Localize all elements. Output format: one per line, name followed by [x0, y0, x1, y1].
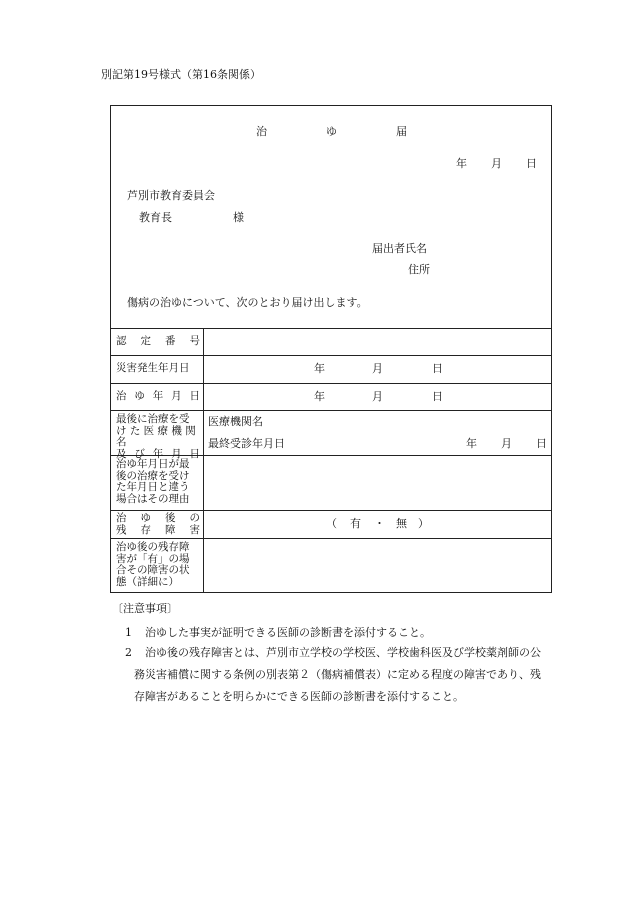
cure-date-char: 日 [189, 390, 200, 402]
last-treatment-char: び [134, 447, 145, 460]
residual-char: の [189, 512, 200, 524]
last-visit-label: 最終受診年月日 [208, 437, 285, 450]
row-divider [110, 410, 552, 411]
choice-no[interactable]: 無 [396, 517, 407, 530]
last-treatment-label-line: け た 医 療 機 関 名 [116, 424, 196, 448]
last-treatment-label-line: 最後に治療を受 [116, 413, 190, 425]
cert-number-label [116, 336, 200, 348]
residual-label-line [116, 525, 200, 537]
cure-date-char: 治 [116, 390, 127, 402]
last-visit-day: 日 [536, 437, 547, 450]
note-number: 2 [125, 646, 132, 659]
cure-date-year: 年 [314, 390, 325, 403]
disaster-date-label: 災害発生年月日 [116, 362, 190, 374]
cure-date-label [116, 391, 200, 403]
date-month: 月 [491, 157, 502, 170]
choice-yes[interactable]: 有 [350, 517, 361, 530]
note-text: 存障害があることを明らかにできる医師の診断書を添付すること。 [134, 690, 464, 703]
cert-number-char: 認 [116, 335, 127, 347]
residual-char: 後 [165, 512, 176, 524]
title-char-1: 治 [256, 125, 267, 138]
column-divider [203, 328, 204, 593]
note-text: 治ゆした事実が証明できる医師の診断書を添付すること。 [145, 626, 431, 639]
last-treatment-char: 年 [152, 447, 164, 460]
last-treatment-char: 月 [171, 447, 182, 460]
cure-date-char: ゆ [134, 390, 145, 402]
residual-detail-label-line: 治ゆ後の残存障 [116, 541, 190, 553]
residual-detail-label [116, 542, 200, 588]
row-divider [110, 538, 552, 539]
note-text: 務災害補償に関する条例の別表第２（傷病補償表）に定める程度の障害であり、残 [134, 668, 541, 681]
residual-label-line [116, 513, 200, 525]
reason-label [116, 459, 200, 505]
addressee-title: 教育長 [139, 211, 172, 224]
last-treatment-label [116, 414, 200, 460]
title-char-2: ゆ [326, 125, 337, 138]
residual-detail-label-line: 態（詳細に） [116, 575, 179, 588]
last-visit-year: 年 [466, 437, 477, 450]
residual-char: 障 [165, 523, 176, 536]
residual-char: 治 [116, 512, 127, 524]
row-divider [110, 328, 552, 329]
disaster-date-year: 年 [314, 362, 325, 375]
document-header: 別記第19号様式（第16条関係） [101, 68, 261, 81]
notes-heading: 〔注意事項〕 [112, 602, 178, 615]
title-char-3: 届 [396, 125, 407, 138]
addressee-org: 芦別市教育委員会 [127, 189, 215, 202]
cure-date-char: 年 [152, 390, 164, 402]
note-text: 治ゆ後の残存障害とは、芦別市立学校の学校医、学校歯科医及び学校薬剤師の公 [145, 646, 541, 659]
reason-label-line: た年月日と違う [116, 481, 190, 493]
reason-label-line: 後の治療を受け [116, 469, 190, 482]
choice-open-paren: （ [326, 517, 337, 530]
row-divider [110, 510, 552, 511]
residual-char: ゆ [140, 512, 151, 524]
reason-label-line: 治ゆ年月日が最 [116, 458, 190, 470]
disaster-date-day: 日 [432, 362, 443, 375]
applicant-address-label: 住所 [408, 263, 430, 276]
choice-close-paren: ） [418, 517, 429, 530]
cert-number-char: 番 [165, 335, 176, 347]
applicant-name-label: 届出者氏名 [372, 242, 427, 255]
date-day: 日 [526, 157, 537, 170]
cure-date-month: 月 [372, 390, 383, 403]
choice-separator: ・ [374, 517, 385, 530]
cert-number-char: 定 [140, 335, 151, 347]
date-year: 年 [456, 157, 467, 170]
cert-number-char: 号 [189, 335, 200, 347]
last-treatment-char: 日 [189, 447, 200, 460]
residual-detail-label-line: 害が「有」の場 [116, 552, 190, 565]
note-number: 1 [125, 626, 132, 639]
last-treatment-char: 及 [116, 447, 127, 460]
institution-label: 医療機関名 [208, 415, 263, 428]
residual-char: 害 [189, 523, 200, 536]
residual-char: 存 [140, 523, 151, 536]
honorific: 様 [233, 211, 244, 224]
residual-detail-label-line: 合その障害の状 [116, 564, 190, 576]
statement-text: 傷病の治ゆについて、次のとおり届け出します。 [127, 296, 368, 309]
residual-char: 残 [116, 523, 127, 536]
reason-label-line: 場合はその理由 [116, 492, 190, 505]
last-visit-month: 月 [501, 437, 512, 450]
row-divider [110, 355, 552, 356]
cure-date-day: 日 [432, 390, 443, 403]
residual-label [116, 513, 200, 536]
disaster-date-month: 月 [372, 362, 383, 375]
cure-date-char: 月 [171, 390, 182, 402]
row-divider [110, 383, 552, 384]
